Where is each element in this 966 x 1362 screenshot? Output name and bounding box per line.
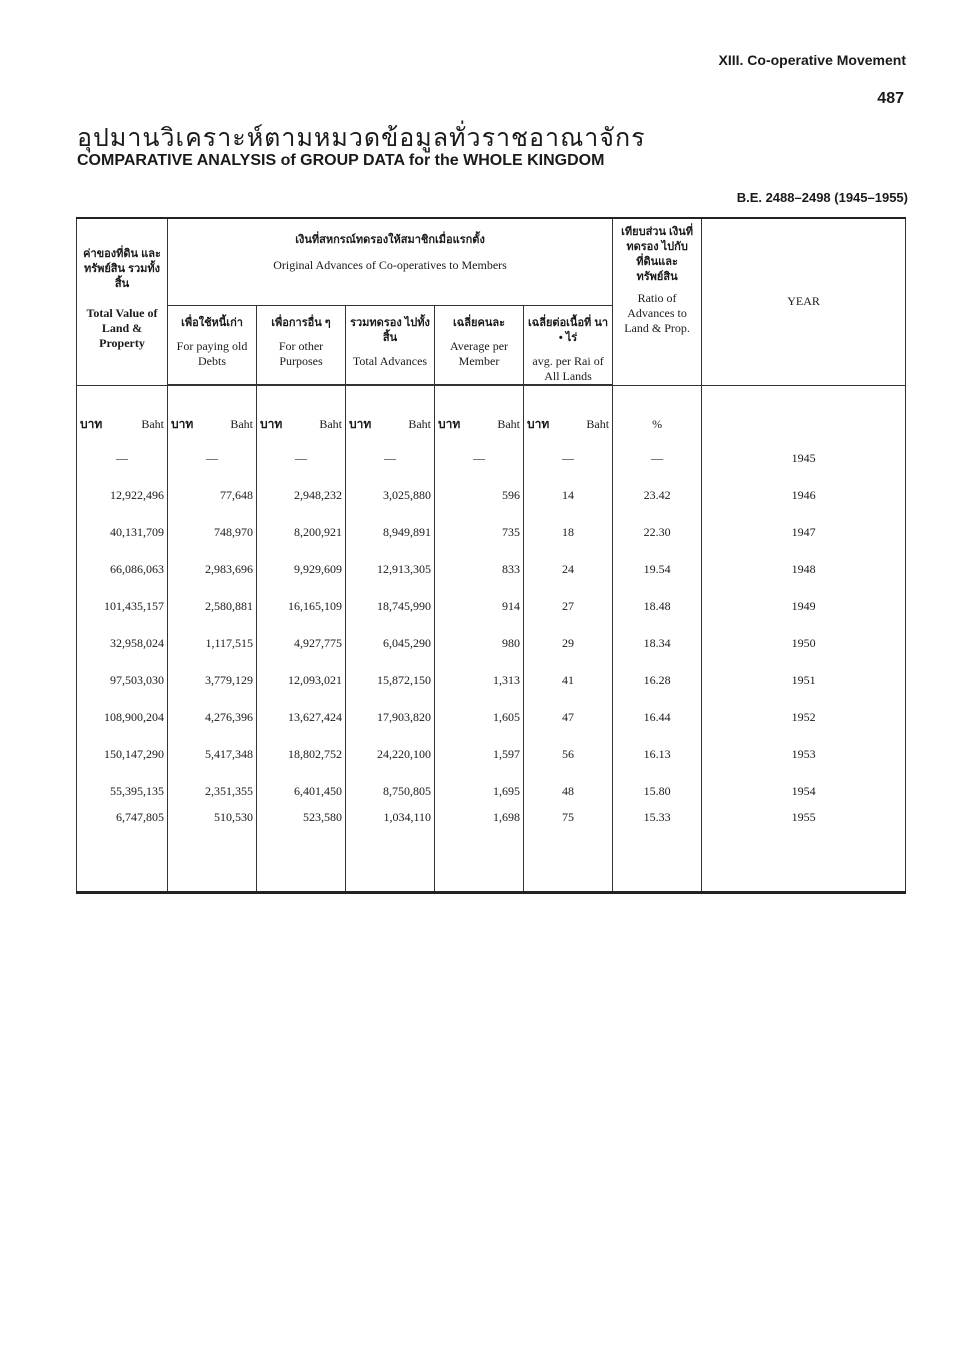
unit-year-blank bbox=[702, 385, 906, 440]
unit-en: Baht bbox=[319, 417, 342, 431]
cell-total-advances: — bbox=[346, 440, 435, 477]
cell-ratio: 18.48 bbox=[613, 588, 702, 625]
cell-other-purposes: 9,929,609 bbox=[257, 551, 346, 588]
cell-average-per-member: 1,313 bbox=[435, 662, 524, 699]
cell-total-advances: 24,220,100 bbox=[346, 736, 435, 773]
unit-en: Baht bbox=[141, 417, 164, 431]
unit-en: Baht bbox=[408, 417, 431, 431]
unit-thai: บาท bbox=[527, 417, 550, 431]
cell-total-advances: 1,034,110 bbox=[346, 810, 435, 851]
header-average-per-member bbox=[435, 306, 524, 386]
cell-year: 1948 bbox=[702, 551, 906, 588]
cell-total-land-value: 108,900,204 bbox=[77, 699, 168, 736]
table-row bbox=[77, 514, 906, 551]
cell-average-per-member: 914 bbox=[435, 588, 524, 625]
cell-average-per-rai: 14 bbox=[524, 477, 613, 514]
cell-total-advances: 12,913,305 bbox=[346, 551, 435, 588]
cell-year: 1949 bbox=[702, 588, 906, 625]
cell-average-per-rai: 29 bbox=[524, 625, 613, 662]
cell-total-advances: 17,903,820 bbox=[346, 699, 435, 736]
group-data-table bbox=[76, 217, 906, 894]
cell-other-purposes: 16,165,109 bbox=[257, 588, 346, 625]
cell-total-land-value: 12,922,496 bbox=[77, 477, 168, 514]
header-year: YEAR bbox=[702, 218, 906, 385]
unit-thai: บาท bbox=[80, 417, 103, 431]
header-total-en: Total Advances bbox=[352, 354, 428, 368]
period-range: B.E. 2488–2498 (1945–1955) bbox=[736, 190, 908, 205]
header-original-advances-group bbox=[168, 218, 613, 306]
header-ratio-en: Ratio of Advances to Land & Prop. bbox=[624, 291, 690, 335]
cell-average-per-member: 735 bbox=[435, 514, 524, 551]
cell-old-debts: — bbox=[168, 440, 257, 477]
cell-total-land-value: 40,131,709 bbox=[77, 514, 168, 551]
cell-average-per-rai: 75 bbox=[524, 810, 613, 851]
cell-other-purposes: 523,580 bbox=[257, 810, 346, 851]
header-average-per-rai bbox=[524, 306, 613, 386]
table-row bbox=[77, 477, 906, 514]
table-row bbox=[77, 551, 906, 588]
unit-thai: บาท bbox=[171, 417, 194, 431]
unit-thai: บาท bbox=[260, 417, 283, 431]
table-row bbox=[77, 810, 906, 851]
cell-year: 1955 bbox=[702, 810, 906, 851]
table-row bbox=[77, 440, 906, 477]
cell-total-advances: 6,045,290 bbox=[346, 625, 435, 662]
units-row bbox=[77, 385, 906, 440]
cell-ratio: 16.44 bbox=[613, 699, 702, 736]
cell-other-purposes: 8,200,921 bbox=[257, 514, 346, 551]
unit-cell bbox=[257, 385, 346, 440]
cell-old-debts: 2,351,355 bbox=[168, 773, 257, 810]
header-other-en: For other Purposes bbox=[278, 339, 324, 368]
cell-total-land-value: — bbox=[77, 440, 168, 477]
cell-other-purposes: 2,948,232 bbox=[257, 477, 346, 514]
unit-cell bbox=[346, 385, 435, 440]
unit-en: Baht bbox=[586, 417, 610, 431]
cell-year: 1953 bbox=[702, 736, 906, 773]
cell-year: 1945 bbox=[702, 440, 906, 477]
cell-average-per-member: — bbox=[435, 440, 524, 477]
cell-ratio: 16.28 bbox=[613, 662, 702, 699]
cell-average-per-rai: 24 bbox=[524, 551, 613, 588]
header-old-debts-thai: เพื่อใช้หนี้เก่า bbox=[181, 317, 243, 329]
cell-average-per-member: 1,597 bbox=[435, 736, 524, 773]
cell-ratio: 19.54 bbox=[613, 551, 702, 588]
cell-average-per-rai: 18 bbox=[524, 514, 613, 551]
header-other-purposes bbox=[257, 306, 346, 386]
header-avg-member-en: Average per Member bbox=[449, 339, 509, 368]
cell-old-debts: 3,779,129 bbox=[168, 662, 257, 699]
unit-cell bbox=[77, 385, 168, 440]
cell-ratio: 23.42 bbox=[613, 477, 702, 514]
cell-average-per-member: 1,698 bbox=[435, 810, 524, 851]
cell-ratio: 15.33 bbox=[613, 810, 702, 851]
header-ratio bbox=[613, 218, 702, 385]
table-row bbox=[77, 662, 906, 699]
cell-total-land-value: 32,958,024 bbox=[77, 625, 168, 662]
cell-year: 1947 bbox=[702, 514, 906, 551]
cell-other-purposes: 6,401,450 bbox=[257, 773, 346, 810]
group-header-en: Original Advances of Co-operatives to Members bbox=[273, 258, 507, 272]
cell-year: 1946 bbox=[702, 477, 906, 514]
unit-cell bbox=[435, 385, 524, 440]
header-ratio-thai: เทียบส่วน เงินที่ทดรอง ไปกับที่ดินและ ทรัพย์สิน bbox=[621, 226, 693, 283]
cell-total-land-value: 66,086,063 bbox=[77, 551, 168, 588]
cell-total-advances: 15,872,150 bbox=[346, 662, 435, 699]
header-avg-member-thai: เฉลี่ยคนละ bbox=[453, 317, 505, 329]
table-row bbox=[77, 699, 906, 736]
table-row bbox=[77, 773, 906, 810]
header-old-debts bbox=[168, 306, 257, 386]
cell-total-land-value: 97,503,030 bbox=[77, 662, 168, 699]
cell-total-advances: 8,949,891 bbox=[346, 514, 435, 551]
cell-ratio: 18.34 bbox=[613, 625, 702, 662]
unit-thai: บาท bbox=[438, 417, 461, 431]
unit-en: Baht bbox=[230, 417, 253, 431]
cell-average-per-member: 1,605 bbox=[435, 699, 524, 736]
table-row bbox=[77, 736, 906, 773]
header-old-debts-en: For paying old Debts bbox=[176, 339, 248, 368]
cell-other-purposes: 4,927,775 bbox=[257, 625, 346, 662]
cell-average-per-rai: 27 bbox=[524, 588, 613, 625]
cell-old-debts: 2,580,881 bbox=[168, 588, 257, 625]
cell-total-advances: 8,750,805 bbox=[346, 773, 435, 810]
page-number: 487 bbox=[877, 90, 904, 107]
header-land-en: Total Value of Land & Property bbox=[86, 306, 158, 350]
cell-average-per-member: 1,695 bbox=[435, 773, 524, 810]
title-english: COMPARATIVE ANALYSIS of GROUP DATA for the WHOLE KINGDOM bbox=[77, 152, 605, 169]
cell-other-purposes: 18,802,752 bbox=[257, 736, 346, 773]
header-total-land-value bbox=[77, 218, 168, 385]
header-land-thai: ค่าของที่ดิน และทรัพย์สิน รวมทั้งสิ้น bbox=[83, 248, 161, 290]
unit-cell bbox=[524, 385, 613, 440]
cell-old-debts: 5,417,348 bbox=[168, 736, 257, 773]
cell-total-advances: 3,025,880 bbox=[346, 477, 435, 514]
header-other-thai: เพื่อการอื่น ๆ bbox=[271, 317, 331, 329]
table-row bbox=[77, 625, 906, 662]
cell-other-purposes: 13,627,424 bbox=[257, 699, 346, 736]
header-avg-rai-en: avg. per Rai of All Lands bbox=[532, 354, 604, 383]
cell-average-per-rai: 56 bbox=[524, 736, 613, 773]
cell-total-advances: 18,745,990 bbox=[346, 588, 435, 625]
cell-total-land-value: 150,147,290 bbox=[77, 736, 168, 773]
cell-other-purposes: 12,093,021 bbox=[257, 662, 346, 699]
cell-year: 1952 bbox=[702, 699, 906, 736]
unit-percent: % bbox=[613, 385, 702, 440]
cell-year: 1954 bbox=[702, 773, 906, 810]
header-avg-rai-thai: เฉลี่ยต่อเนื้อที่ นา • ไร่ bbox=[527, 317, 609, 344]
table-row bbox=[77, 588, 906, 625]
cell-other-purposes: — bbox=[257, 440, 346, 477]
cell-average-per-rai: — bbox=[524, 440, 613, 477]
cell-old-debts: 2,983,696 bbox=[168, 551, 257, 588]
cell-average-per-member: 833 bbox=[435, 551, 524, 588]
cell-old-debts: 510,530 bbox=[168, 810, 257, 851]
header-total-thai: รวมทดรอง ไปทั้งสิ้น bbox=[350, 317, 430, 344]
cell-average-per-rai: 48 bbox=[524, 773, 613, 810]
cell-ratio: 16.13 bbox=[613, 736, 702, 773]
cell-old-debts: 4,276,396 bbox=[168, 699, 257, 736]
cell-ratio: 15.80 bbox=[613, 773, 702, 810]
cell-ratio: — bbox=[613, 440, 702, 477]
cell-old-debts: 1,117,515 bbox=[168, 625, 257, 662]
cell-average-per-rai: 47 bbox=[524, 699, 613, 736]
header-total-advances bbox=[346, 306, 435, 386]
unit-en: Baht bbox=[497, 417, 520, 431]
cell-ratio: 22.30 bbox=[613, 514, 702, 551]
cell-old-debts: 77,648 bbox=[168, 477, 257, 514]
cell-year: 1950 bbox=[702, 625, 906, 662]
cell-average-per-member: 980 bbox=[435, 625, 524, 662]
cell-year: 1951 bbox=[702, 662, 906, 699]
cell-average-per-rai: 41 bbox=[524, 662, 613, 699]
title-thai: อุปมานวิเคราะห์ตามหมวดข้อมูลทั่วราชอาณาจักร bbox=[77, 124, 646, 152]
cell-total-land-value: 55,395,135 bbox=[77, 773, 168, 810]
group-header-thai: เงินที่สหกรณ์ทดรองให้สมาชิกเมื่อแรกตั้ง bbox=[295, 234, 485, 246]
cell-total-land-value: 6,747,805 bbox=[77, 810, 168, 851]
section-title: XIII. Co-operative Movement bbox=[718, 52, 906, 68]
cell-total-land-value: 101,435,157 bbox=[77, 588, 168, 625]
unit-cell bbox=[168, 385, 257, 440]
cell-old-debts: 748,970 bbox=[168, 514, 257, 551]
unit-thai: บาท bbox=[349, 417, 372, 431]
cell-average-per-member: 596 bbox=[435, 477, 524, 514]
